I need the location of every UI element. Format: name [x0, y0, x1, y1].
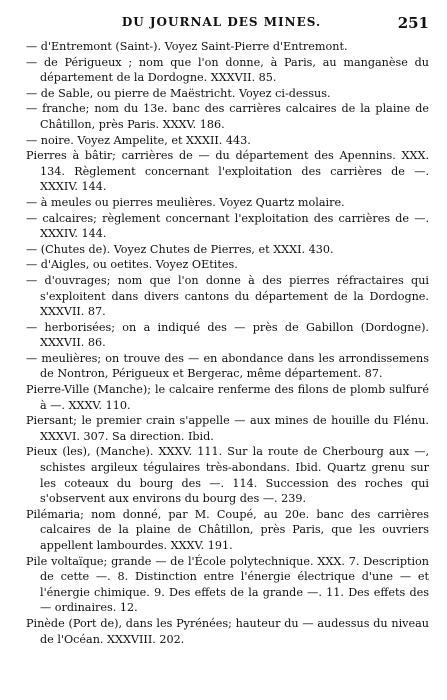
index-entry: — franche; nom du 13e. banc des carrières calcaires de la plaine de Châtillon, près Paris. XXXV. 186.: [26, 102, 429, 131]
index-entry: — noire. Voyez Ampelite, et XXXII. 443.: [26, 133, 251, 147]
index-entry: — d'Entremont (Saint-). Voyez Saint-Pierre d'Entremont.: [26, 40, 348, 53]
index-entry: — de Périgueux ; nom que l'on donne, à Paris, au manganèse du département de la Dordogne. XXXVII. 85.: [26, 55, 429, 85]
index-entry: Pile voltaïque; grande — de l'École polytechnique. XXX. 7. Description de cette —. 8. Distinction entre l'énergie électrique d'une — et l'énergie chimique. 9. Des effets de la grande —. 11. Des effets des — ordinaires. 12.: [26, 554, 429, 615]
index-entry: — meulières; on trouve des — en abondance dans les arrondissemens de Nontron, Périgueux et Bergerac, même département. 87.: [26, 351, 429, 381]
index-entry: Pinède (Port de), dans les Pyrénées; hauteur du — audessus du niveau de l'Océan. XXXVIII. 202.: [26, 616, 429, 646]
index-entry: — (Chutes de). Voyez Chutes de Pierres, et XXXI. 430.: [26, 242, 334, 256]
index-entry: Pierre-Ville (Manche); le calcaire renferme des filons de plomb sulfuré à —. XXXV. 110.: [26, 383, 429, 412]
index-entry: — de Sable, ou pierre de Maëstricht. Voyez ci-dessus.: [26, 86, 331, 100]
running-title: DU JOURNAL DES MINES.: [121, 15, 322, 29]
page-header: [26, 14, 429, 36]
index-entry: Pilémaria; nom donné, par M. Coupé, au 20e. banc des carrières calcaires de la plaine de Châtillon, près Paris, que les ouvriers appellent lambourdes. XXXV. 191.: [26, 507, 429, 552]
index-entry: Piersant; le premier crain s'appelle — aux mines de houille du Flénu. XXXVI. 307. Sa direction. Ibid.: [26, 414, 429, 443]
index-entry: — herborisées; on a indiqué des — près de Gabillon (Dordogne). XXXVII. 86.: [26, 320, 429, 350]
index-entry: Pierres à bâtir; carrières de — du département des Apennins. XXX. 134. Règlement concernant l'exploitation des carrières de —. XXXIV. 144.: [26, 149, 429, 194]
index-entry: — calcaires; règlement concernant l'exploitation des carrières de —. XXXIV. 144.: [26, 211, 429, 241]
index-entry: Pieux (les), (Manche). XXXV. 111. Sur la route de Cherbourg aux —, schistes argileux tégulaires très-abondans. Ibid. Quartz grenu sur les coteaux du bourg des —. 114. Succession des roches qui s'observent aux environs du bourg des —. 239.: [26, 445, 429, 506]
index-entry: — à meules ou pierres meulières. Voyez Quartz molaire.: [26, 195, 345, 209]
index-entry: — d'ouvrages; nom que l'on donne à des pierres réfractaires qui s'exploitent dans divers cantons du département de la Dordogne. XXXVII. 87.: [26, 273, 429, 319]
page-number: 251: [397, 14, 429, 32]
index-entries: [26, 39, 429, 647]
index-entry: — d'Aigles, ou oetites. Voyez OEtites.: [26, 258, 238, 272]
